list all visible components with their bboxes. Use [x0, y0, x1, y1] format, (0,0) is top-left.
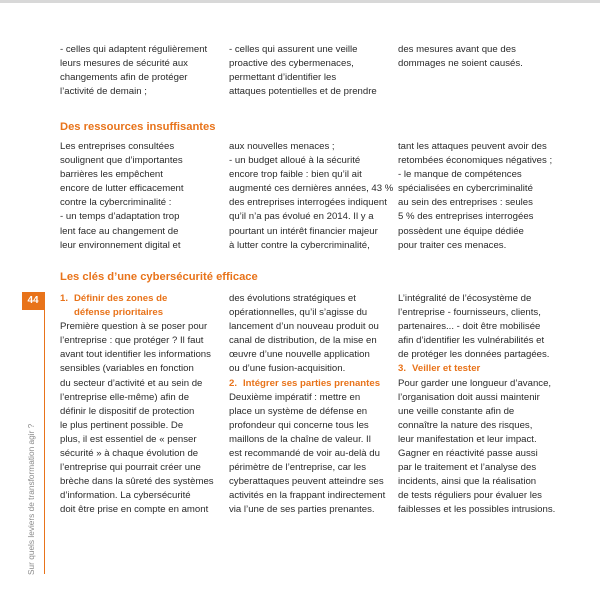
- text-line: changements afin de protéger: [60, 72, 188, 84]
- text-line: - le manque de compétences: [398, 169, 522, 181]
- text-line: le plus pertinent possible. De: [60, 419, 184, 431]
- text-line: L’intégralité de l’écosystème de: [398, 293, 532, 304]
- heading-ressources: Des ressources insuffisantes: [60, 121, 216, 133]
- text-line: afin d’identifier les vulnérabilités et: [398, 335, 545, 347]
- text-line: activités en la frappant indirectement: [229, 490, 386, 502]
- section3-col3-body-b: [398, 377, 563, 518]
- text-line: - un temps d’adaptation trop: [60, 211, 180, 223]
- text-line: l’entreprise : que protéger ? Il faut: [60, 335, 204, 347]
- text-line: soulignent que d’importantes: [60, 155, 183, 167]
- text-line: à lutter contre la cybercriminalité,: [229, 239, 370, 251]
- subheading-3-number: 3.: [398, 363, 407, 375]
- text-line: plus, il est essentiel de « penser: [60, 433, 197, 445]
- subheading-1: [60, 292, 225, 320]
- text-line: l’activité de demain ;: [60, 86, 147, 98]
- text-line: par le traitement et l’analyse des: [398, 462, 537, 474]
- text-line: avant tout identifier les informations: [60, 349, 211, 361]
- text-line: encore trop faible : bien qu’il ait: [229, 169, 362, 181]
- subheading-2-line1: Intégrer ses parties prenantes: [243, 377, 381, 389]
- text-line: leurs mesures de sécurité aux: [60, 58, 188, 70]
- text-line: pourtant un intérêt financier majeur: [229, 225, 378, 237]
- section2-col1: [60, 140, 225, 253]
- section3-col3: [398, 292, 563, 518]
- text-line: - un budget alloué à la sécurité: [229, 155, 361, 167]
- text-line: lent face au changement de: [60, 225, 179, 237]
- text-line: barrières les empêchent: [60, 169, 163, 181]
- text-line: 5 % des entreprises interrogées: [398, 211, 534, 223]
- section3-col1-body: [60, 320, 225, 517]
- text-line: Deuxième impératif : mettre en: [229, 391, 361, 403]
- text-line: contre la cybercriminalité :: [60, 197, 172, 209]
- text-line: Les entreprises consultées: [60, 141, 175, 152]
- text-line: tant les attaques peuvent avoir des: [398, 141, 547, 152]
- section2-col3: [398, 140, 563, 253]
- side-rule: [44, 292, 45, 574]
- subheading-3-line1: Veiller et tester: [412, 363, 481, 375]
- text-line: de protéger les données partagées.: [398, 349, 550, 361]
- text-line: au sein des entreprises : seules: [398, 197, 533, 209]
- text-line: partenaires... - doit être mobilisée: [398, 321, 541, 333]
- text-line: sécurité » à chaque évolution de: [60, 448, 199, 460]
- text-line: dommages ne soient causés.: [398, 58, 523, 70]
- text-line: profondeur qui concerne tous les: [229, 419, 369, 431]
- text-line: Pour garder une longueur d’avance,: [398, 377, 552, 389]
- section1-col3: [398, 43, 563, 71]
- text-line: possèdent une équipe dédiée: [398, 225, 524, 237]
- text-line: leur environnement digital et: [60, 239, 181, 251]
- text-line: faiblesses et les possibles intrusions.: [398, 504, 556, 516]
- section1-col1: [60, 43, 225, 99]
- subheading-1-line2: défense prioritaires: [74, 307, 164, 319]
- section3-col2-body-b: [229, 391, 394, 518]
- text-line: d’information. La cybersécurité: [60, 490, 191, 502]
- text-line: est recommandé de voir au-delà du: [229, 448, 380, 460]
- section3-col3-body-a: [398, 292, 563, 362]
- subheading-1-number: 1.: [60, 293, 69, 304]
- text-line: des évolutions stratégiques et: [229, 293, 356, 304]
- subheading-1-line1: Définir des zones de: [74, 293, 168, 304]
- text-line: Première question à se poser pour: [60, 321, 208, 333]
- text-line: l’entreprise elle-même) afin de: [60, 391, 190, 403]
- text-line: œuvre d’une nouvelle application: [229, 349, 370, 361]
- text-line: spécialisées en cybercriminalité: [398, 183, 533, 195]
- heading-cles: Les clés d’une cybersécurité efficace: [60, 271, 258, 283]
- running-title: Sur quels leviers de transformation agir ?: [26, 423, 36, 575]
- text-line: - celles qui assurent une veille: [229, 44, 358, 55]
- text-line: de tests réguliers pour évaluer les: [398, 490, 542, 502]
- text-line: via l’une de ses parties prenantes.: [229, 504, 375, 516]
- text-line: cyberattaques peuvent atteindre ses: [229, 476, 384, 488]
- text-line: incidents, ainsi que la réalisation: [398, 476, 537, 488]
- text-line: maillons de la chaîne de valeur. Il: [229, 433, 371, 445]
- text-line: l’organisation doit aussi maintenir: [398, 391, 540, 403]
- text-line: du secteur d’activité et au sein de: [60, 377, 203, 389]
- section2-col2: [229, 140, 394, 253]
- page-number: 44: [22, 292, 44, 310]
- subheading-2-number: 2.: [229, 377, 238, 389]
- section3-col1: [60, 292, 225, 518]
- text-line: opérationnelles, qu’il s’agisse du: [229, 307, 368, 319]
- text-line: connaître la nature des risques,: [398, 419, 533, 431]
- top-rule: [0, 0, 600, 3]
- text-line: - celles qui adaptent régulièrement: [60, 44, 208, 55]
- text-line: place un système de défense en: [229, 405, 368, 417]
- text-line: leur manifestation et leur impact.: [398, 433, 537, 445]
- text-line: l’entreprise qui pourrait créer une: [60, 462, 201, 474]
- text-line: l’entreprise - fournisseurs, clients,: [398, 307, 541, 319]
- text-line: canal de distribution, de la mise en: [229, 335, 377, 347]
- text-line: permettant d’identifier les: [229, 72, 337, 84]
- text-line: Gagner en réactivité passe aussi: [398, 448, 538, 460]
- text-line: définir le dispositif de protection: [60, 405, 195, 417]
- text-line: pour traiter ces menaces.: [398, 239, 507, 251]
- subheading-3: [398, 362, 563, 376]
- section3-col2-body-a: [229, 292, 394, 377]
- text-line: lancement d’un nouveau produit ou: [229, 321, 379, 333]
- text-line: augmenté ces dernières années, 43 %: [229, 183, 394, 195]
- text-line: brèche dans la sûreté des systèmes: [60, 476, 214, 488]
- text-line: des mesures avant que des: [398, 44, 516, 55]
- text-line: doit être prise en compte en amont: [60, 504, 209, 516]
- text-line: une veille constante afin de: [398, 405, 515, 417]
- text-line: attaques potentielles et de prendre: [229, 86, 377, 98]
- text-line: qu’il n’a pas évolué en 2014. Il y a: [229, 211, 374, 223]
- section1-col2: [229, 43, 394, 99]
- text-line: proactive des cybermenaces,: [229, 58, 354, 70]
- text-line: sensibles (variables en fonction: [60, 363, 194, 375]
- text-line: retombées économiques négatives ;: [398, 155, 553, 167]
- text-line: des entreprises interrogées indiquent: [229, 197, 387, 209]
- text-line: périmètre de l’entreprise, car les: [229, 462, 367, 474]
- text-line: aux nouvelles menaces ;: [229, 141, 335, 152]
- text-line: ou d’une fusion-acquisition.: [229, 363, 346, 375]
- section3-col2: [229, 292, 394, 518]
- text-line: encore de lutter efficacement: [60, 183, 184, 195]
- subheading-2: [229, 377, 394, 391]
